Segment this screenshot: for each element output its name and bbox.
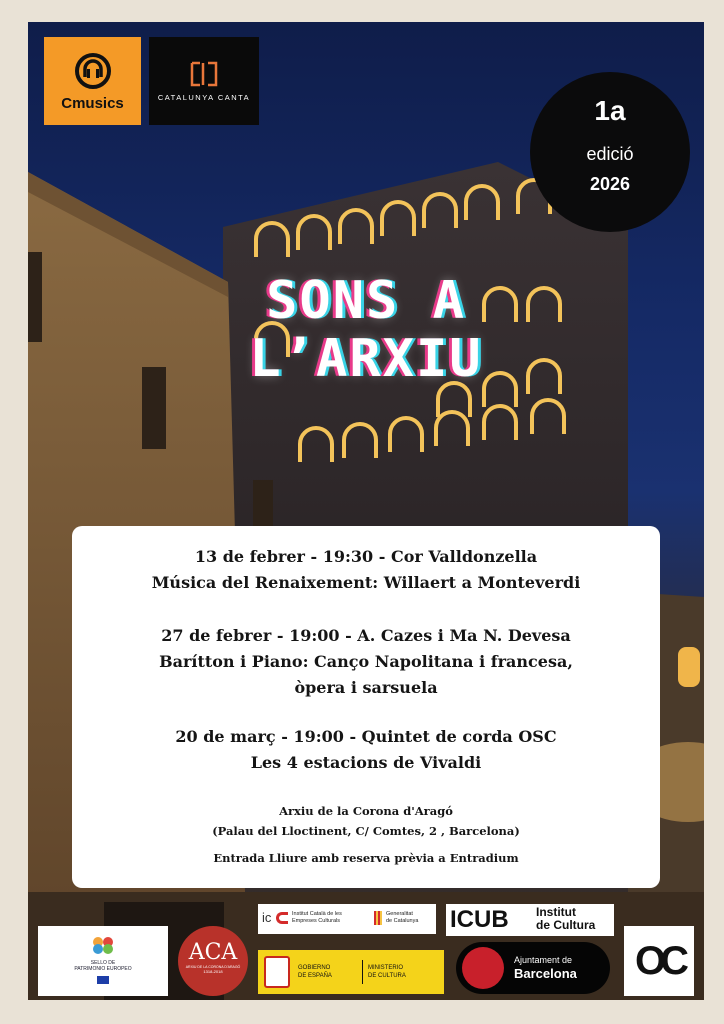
sello-patrimonio-logo — [38, 926, 168, 996]
cmusics-headphones-icon — [73, 51, 113, 91]
ajuntament-line-1: Ajuntament de — [514, 955, 573, 965]
poster — [28, 22, 704, 1000]
event-3 — [72, 724, 660, 776]
event-1 — [72, 544, 660, 596]
event-1-date-line: 13 de febrer - 19:30 - Cor Valldonzella — [194, 547, 538, 566]
gobierno-ministerio-logo — [258, 950, 444, 994]
sello-flower-icon — [88, 934, 118, 956]
sello-line-1: SELLO DE — [90, 960, 116, 966]
entry-info: Entrada Lliure amb reserva prèvia a Entradium — [213, 851, 519, 865]
title-line-2: L’ARXIU — [249, 329, 483, 389]
generalitat-flag-icon — [374, 911, 382, 925]
aca-subtitle: ARXIU DE LA CORONA D'ARAGÓ — [185, 965, 241, 969]
oc-logo — [624, 926, 694, 996]
gobierno-line-1: GOBIERNO — [298, 965, 331, 971]
event-2-program: Barítton i Piano: Canço Napolitana i francesa, — [159, 652, 573, 671]
icub-line-2: de Cultura — [536, 918, 596, 932]
aca-logo — [178, 926, 248, 996]
barcelona-shield-icon — [462, 947, 504, 989]
icec-mark-icon — [276, 912, 288, 924]
icec-mark: ic — [262, 910, 272, 925]
aca-title: ACA — [188, 940, 238, 965]
event-3-program: Les 4 estacions de Vivaldi — [250, 753, 482, 772]
ministerio-line-2: DE CULTURA — [368, 973, 406, 979]
catalunya-canta-label: CATALUNYA CANTA — [157, 92, 251, 102]
title-line-1: SONS A — [266, 271, 466, 331]
edition-number: 1a — [594, 95, 626, 126]
catalunya-canta-mark-icon — [189, 61, 219, 87]
cmusics-logo — [44, 37, 141, 125]
edition-word: edició — [586, 144, 634, 164]
oc-mark: OC — [635, 939, 683, 983]
poster-title — [28, 272, 704, 388]
venue — [72, 801, 660, 841]
edition-year: 2026 — [589, 174, 631, 194]
icec-line-1: Institut Català de les — [292, 911, 342, 917]
icub-line-1: Institut — [536, 905, 576, 919]
ministerio-line-1: MINISTERIO — [368, 965, 404, 971]
program-card — [72, 526, 660, 888]
icub-mark: ICUB — [450, 906, 509, 933]
spain-coat-of-arms-icon — [264, 956, 290, 988]
gobierno-divider — [362, 960, 363, 984]
cmusics-logo-label: Cmusics — [61, 94, 124, 112]
sello-line-2: PATRIMONIO EUROPEO — [74, 966, 132, 972]
ajuntament-barcelona-logo — [456, 942, 610, 994]
event-2 — [72, 623, 660, 701]
ajuntament-line-2: Barcelona — [514, 966, 577, 981]
aca-years: 1318-2018 — [203, 969, 223, 974]
catalunya-canta-logo — [149, 37, 259, 125]
event-3-date-line: 20 de març - 19:00 - Quintet de corda OSC — [175, 727, 557, 746]
event-1-program: Música del Renaixement: Willaert a Monteverdi — [151, 573, 581, 592]
edition-badge — [530, 72, 690, 232]
event-2-date-line: 27 de febrer - 19:00 - A. Cazes i Ma N. Devesa — [161, 626, 571, 645]
venue-address: (Palau del Lloctinent, C/ Comtes, 2 , Barcelona) — [212, 824, 520, 838]
generalitat-line-2: de Catalunya — [386, 918, 419, 924]
generalitat-line-1: Generalitat — [386, 911, 413, 917]
icec-generalitat-logo — [258, 904, 436, 934]
event-2-program-cont: òpera i sarsuela — [294, 678, 438, 697]
icec-line-2: Empreses Culturals — [292, 918, 340, 924]
icub-logo — [446, 904, 614, 936]
venue-name: Arxiu de la Corona d'Aragó — [279, 804, 453, 818]
eu-flag-icon — [97, 976, 109, 984]
gobierno-line-2: DE ESPAÑA — [298, 973, 332, 979]
